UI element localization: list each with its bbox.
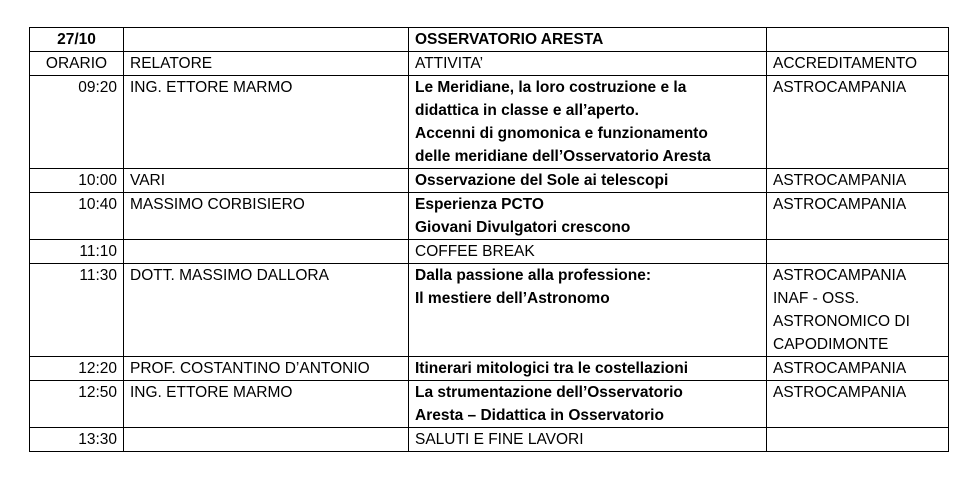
accreditation-cell [767, 193, 949, 240]
activity-cell [409, 169, 767, 193]
time-cell: 10:40 [30, 193, 124, 240]
activity-line: Giovani Divulgatori crescono [415, 219, 631, 236]
activity-line: Dalla passione alla professione: [415, 267, 652, 284]
speaker-cell [124, 428, 409, 452]
schedule-row [30, 381, 949, 428]
activity-cell [409, 264, 767, 357]
accreditation-cell [767, 381, 949, 428]
venue-title: OSSERVATORIO ARESTA [409, 28, 767, 52]
speaker-cell: ING. ETTORE MARMO [124, 76, 409, 169]
activity-line: delle meridiane dell’Osservatorio Aresta [415, 148, 711, 165]
activity-cell [409, 193, 767, 240]
activity-line: COFFEE BREAK [415, 243, 535, 260]
speaker-cell: PROF. COSTANTINO D’ANTONIO [124, 357, 409, 381]
activity-cell [409, 240, 767, 264]
date-cell: 27/10 [30, 28, 124, 52]
accreditation-cell [767, 76, 949, 169]
schedule-row [30, 264, 949, 357]
speaker-cell: ING. ETTORE MARMO [124, 381, 409, 428]
time-cell: 12:20 [30, 357, 124, 381]
activity-cell [409, 381, 767, 428]
schedule-row [30, 428, 949, 452]
time-cell: 09:20 [30, 76, 124, 169]
activity-line: Osservazione del Sole ai telescopi [415, 172, 669, 189]
header-speaker-cell [124, 28, 409, 52]
schedule-row [30, 76, 949, 169]
column-header-row [30, 52, 949, 76]
activity-line: La strumentazione dell’Osservatorio [415, 384, 683, 401]
time-cell: 11:10 [30, 240, 124, 264]
header-accreditation-cell [767, 28, 949, 52]
activity-cell [409, 428, 767, 452]
column-header-time: ORARIO [30, 52, 124, 76]
accreditation-line: ASTRONOMICO DI [773, 313, 910, 330]
accreditation-cell [767, 240, 949, 264]
schedule-row [30, 240, 949, 264]
activity-line: Le Meridiane, la loro costruzione e la [415, 79, 687, 96]
schedule-body [30, 28, 949, 452]
accreditation-line: ASTROCAMPANIA [773, 172, 907, 189]
activity-line: SALUTI E FINE LAVORI [415, 431, 584, 448]
column-header-speaker: RELATORE [124, 52, 409, 76]
time-cell: 12:50 [30, 381, 124, 428]
accreditation-line: ASTROCAMPANIA [773, 384, 907, 401]
accreditation-line: CAPODIMONTE [773, 336, 889, 353]
activity-cell [409, 76, 767, 169]
activity-line: Il mestiere dell’Astronomo [415, 290, 610, 307]
column-header-activity: ATTIVITA’ [409, 52, 767, 76]
accreditation-line: ASTROCAMPANIA [773, 267, 907, 284]
time-cell: 10:00 [30, 169, 124, 193]
accreditation-line: ASTROCAMPANIA [773, 196, 907, 213]
activity-line: Aresta – Didattica in Osservatorio [415, 407, 664, 424]
activity-line: Accenni di gnomonica e funzionamento [415, 125, 708, 142]
speaker-cell: VARI [124, 169, 409, 193]
schedule-table [29, 27, 949, 452]
accreditation-cell [767, 264, 949, 357]
column-header-accreditation: ACCREDITAMENTO [767, 52, 949, 76]
schedule-row [30, 193, 949, 240]
time-cell: 11:30 [30, 264, 124, 357]
accreditation-line: ASTROCAMPANIA [773, 360, 907, 377]
accreditation-cell [767, 169, 949, 193]
speaker-cell: DOTT. MASSIMO DALLORA [124, 264, 409, 357]
activity-cell [409, 357, 767, 381]
accreditation-line: ASTROCAMPANIA [773, 79, 907, 96]
accreditation-cell [767, 357, 949, 381]
schedule-row [30, 357, 949, 381]
schedule-row [30, 169, 949, 193]
activity-line: Esperienza PCTO [415, 196, 544, 213]
speaker-cell [124, 240, 409, 264]
accreditation-cell [767, 428, 949, 452]
time-cell: 13:30 [30, 428, 124, 452]
speaker-cell: MASSIMO CORBISIERO [124, 193, 409, 240]
header-row [30, 28, 949, 52]
activity-line: Itinerari mitologici tra le costellazioni [415, 360, 689, 377]
accreditation-line: INAF - OSS. [773, 290, 860, 307]
activity-line: didattica in classe e all’aperto. [415, 102, 639, 119]
